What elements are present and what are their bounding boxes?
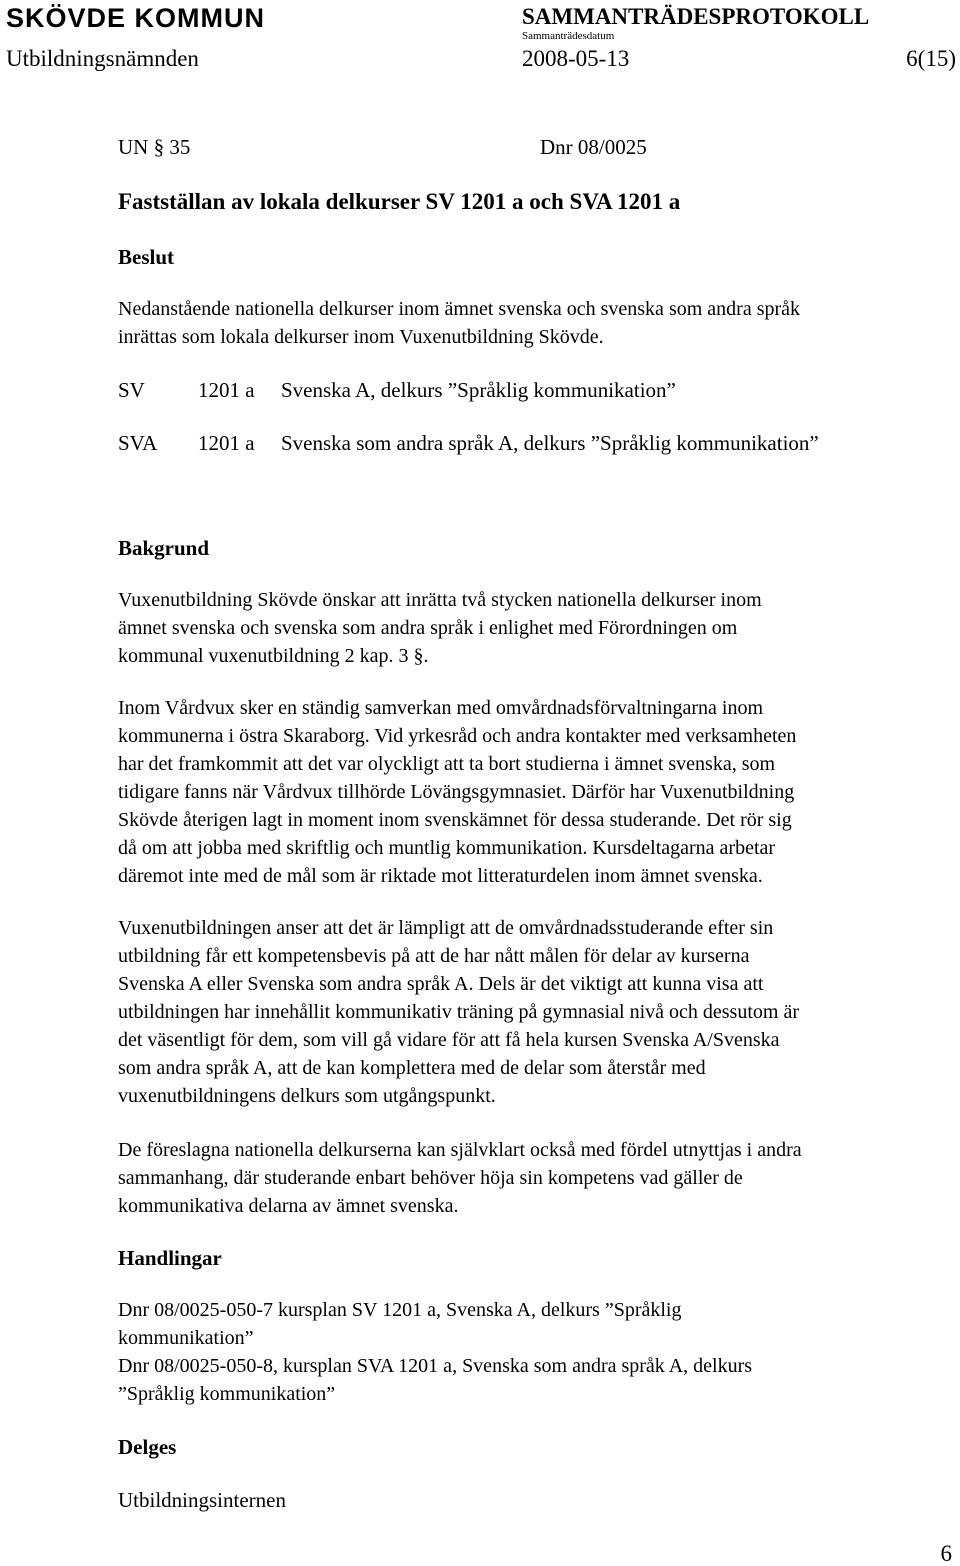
text-line: har det framkommit att det var olyckligt att ta bort studierna i ämnet svenska, som <box>118 753 776 775</box>
document-reference: Dnr 08/0025-050-7 kursplan SV 1201 a, Svenska A, delkurs ”Språklig <box>118 1299 682 1321</box>
document-reference: Dnr 08/0025-050-8, kursplan SVA 1201 a, Svenska som andra språk A, delkurs <box>118 1355 753 1377</box>
text-line: Skövde återigen lagt in moment inom svenskämnet för dessa studerande. Det rör sig <box>118 809 792 831</box>
text-line: kommunikativa delarna av ämnet svenska. <box>118 1195 459 1217</box>
text-line: som andra språk A, att de kan komplettera med de delar som återstår med <box>118 1057 706 1079</box>
section-heading-handlingar: Handlingar <box>118 1246 222 1270</box>
text-line: då om att jobba med skriftlig och muntlig kommunikation. Kursdeltagarna arbetar <box>118 837 776 859</box>
text-line: utbildning får ett kompetensbevis på att de har nått målen för delar av kurserna <box>118 945 750 967</box>
bakgrund-paragraph-2 <box>118 694 950 890</box>
text-line: sammanhang, där studerande enbart behöver höja sin kompetens vad gäller de <box>118 1167 743 1189</box>
document-reference-continued: kommunikation” <box>118 1327 254 1349</box>
text-line: utbildningen har innehållit kommunikativ träning på gymnasial nivå och dessutom är <box>118 1001 799 1023</box>
handlingar-list <box>118 1296 950 1408</box>
text-line: däremot inte med de mål som är riktade mot litteraturdelen inom ämnet svenska. <box>118 865 763 887</box>
text-line: Vuxenutbildningen anser att det är lämpligt att de omvårdnadsstuderande efter sin <box>118 917 774 939</box>
text-line: Nedanstående nationella delkurser inom ämnet svenska och svenska som andra språk <box>118 298 801 320</box>
beslut-text <box>118 295 950 351</box>
bakgrund-paragraph-1 <box>118 586 950 670</box>
course-code: SV <box>118 378 145 402</box>
text-line: inrättas som lokala delkurser inom Vuxenutbildning Skövde. <box>118 326 604 348</box>
page-count: 6(15) <box>906 46 956 71</box>
text-line: Svenska A eller Svenska som andra språk A. Dels är det viktigt att kunna visa att <box>118 973 764 995</box>
text-line: kommunerna i östra Skaraborg. Vid yrkesråd och andra kontakter med verksamheten <box>118 725 797 747</box>
bakgrund-paragraph-4 <box>118 1136 950 1220</box>
text-line: ämnet svenska och svenska som andra språk i enlighet med Förordningen om <box>118 617 738 639</box>
meeting-date: 2008-05-13 <box>522 46 630 71</box>
municipality-logo-text: SKÖVDE KOMMUN <box>6 3 266 33</box>
course-description: Svenska som andra språk A, delkurs ”Språklig kommunikation” <box>281 431 819 455</box>
text-line: kommunal vuxenutbildning 2 kap. 3 §. <box>118 645 429 667</box>
item-reference: UN § 35 <box>118 135 191 159</box>
meeting-date-label: Sammanträdesdatum <box>522 30 615 42</box>
course-description: Svenska A, delkurs ”Språklig kommunikation” <box>281 378 676 402</box>
committee-name: Utbildningsnämnden <box>6 46 199 71</box>
recipient: Utbildningsinternen <box>118 1488 286 1512</box>
document-reference-continued: ”Språklig kommunikation” <box>118 1383 336 1405</box>
text-line: tidigare fanns när Vårdvux tillhörde Lövängsgymnasiet. Därför har Vuxenutbildning <box>118 781 795 803</box>
text-line: vuxenutbildningens delkurs som utgångspunkt. <box>118 1085 496 1107</box>
text-line: De föreslagna nationella delkurserna kan självklart också med fördel utnyttjas i andra <box>118 1139 802 1161</box>
diary-number: Dnr 08/0025 <box>540 135 647 159</box>
section-heading-delges: Delges <box>118 1435 177 1459</box>
text-line: Vuxenutbildning Skövde önskar att inrätta två stycken nationella delkurser inom <box>118 589 762 611</box>
item-title: Fastställan av lokala delkurser SV 1201 a och SVA 1201 a <box>118 189 681 214</box>
course-number: 1201 a <box>198 431 255 455</box>
course-code: SVA <box>118 431 158 455</box>
text-line: Inom Vårdvux sker en ständig samverkan med omvårdnadsförvaltningarna inom <box>118 697 764 719</box>
course-number: 1201 a <box>198 378 255 402</box>
bakgrund-paragraph-3 <box>118 914 950 1110</box>
text-line: det väsentligt för dem, som vill gå vidare för att få hela kursen Svenska A/Svenska <box>118 1029 780 1051</box>
section-heading-beslut: Beslut <box>118 245 175 269</box>
document-type: SAMMANTRÄDESPROTOKOLL <box>522 4 870 29</box>
section-heading-bakgrund: Bakgrund <box>118 536 210 560</box>
page-number: 6 <box>940 1541 952 1566</box>
